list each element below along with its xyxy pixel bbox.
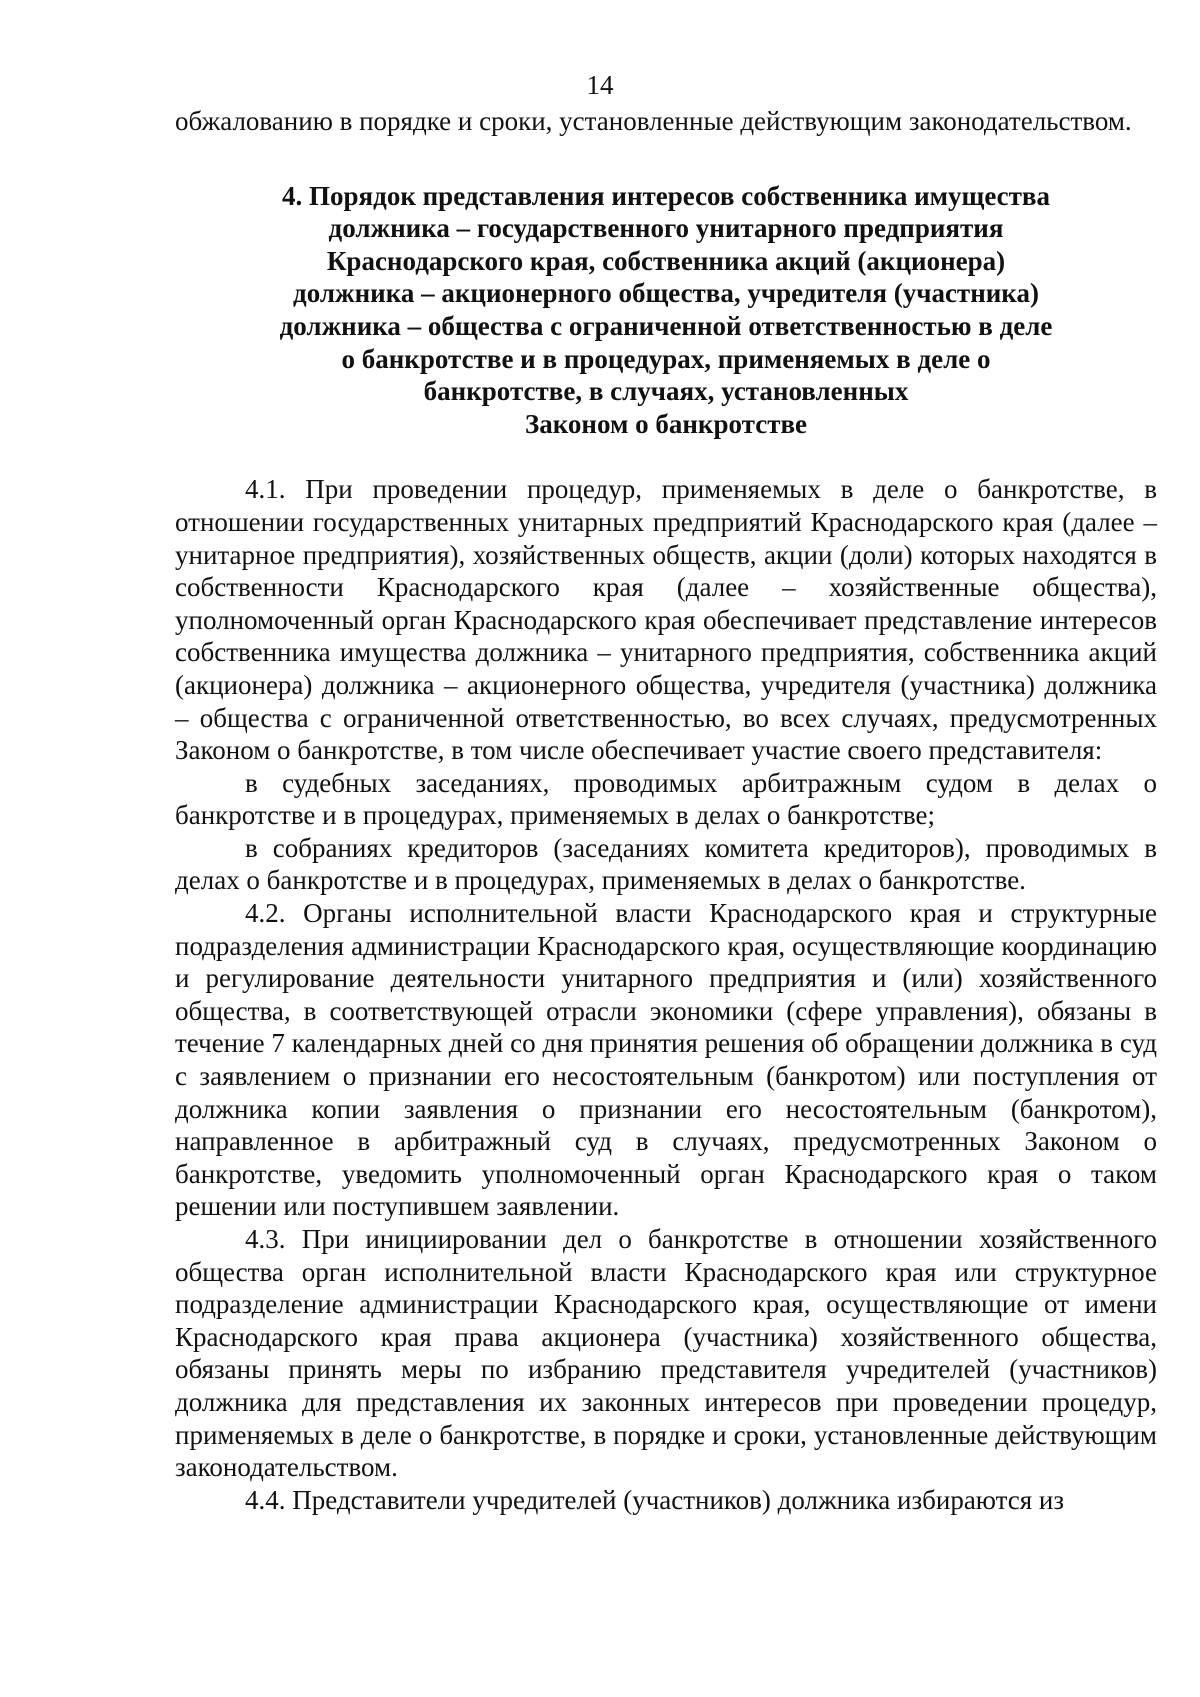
section-title-line: Законом о банкротстве [524,408,808,439]
section-title-line: о банкротстве и в процедурах, применяемых в деле о [341,343,991,374]
paragraph-4-4: 4.4. Представители учредителей (участников) должника избираются из [245,1484,1065,1515]
page-number: 14 [586,70,614,100]
section-title-line: должника – государственного унитарного предприятия [328,213,1004,244]
section-title [175,180,1157,441]
section-title-line: должника – акционерного общества, учредителя (участника) [293,278,1039,309]
paragraph-creditor-meetings: в собраниях кредиторов (заседаниях комитета кредиторов), проводимых в делах о банкротстве и в процедурах, применяемых в делах о банкротстве. [175,832,1157,896]
document-body [175,105,1157,1516]
paragraph-4-1: 4.1. При проведении процедур, применяемых в деле о банкротстве, в отношении государственных унитарных предприятий Краснодарского края (далее – унитарное предприятия), хозяйственных обществ, акции (доли) которых находятся в собственности Краснодарского края (далее – хозяйственные общества), уполномоченный орган Краснодарского края обеспечивает представление интересов собственника имущества должника – унитарного предприятия, собственника акций (акционера) должника – акционерного общества, учредителя (участника) должника – общества с ограниченной ответственностью, во всех случаях, предусмотренных Законом о банкротстве, в том числе обеспечивает участие своего представителя: [175,474,1157,766]
section-title-line: должника – общества с ограниченной ответственностью в деле [279,310,1053,341]
section-title-line: банкротстве, в случаях, установленных [423,376,909,407]
intro-paragraph: обжалованию в порядке и сроки, установленные действующим законодательством. [175,106,1132,136]
paragraph-4-2: 4.2. Органы исполнительной власти Краснодарского края и структурные подразделения администрации Краснодарского края, осуществляющие координацию и регулирование деятельности унитарного предприятия и (или) хозяйственного общества, в соответствующей отрасли экономики (сфере управления), обязаны в течение 7 календарных дней со дня принятия решения об обращении должника в суд с заявлением о признании его несостоятельным (банкротом) или поступления от должника копии заявления о признании его несостоятельным (банкротом), направленное в арбитражный суд в случаях, предусмотренных Законом о банкротстве, уведомить уполномоченный орган Краснодарского края о таком решении или поступившем заявлении. [175,898,1157,1222]
section-title-line: Краснодарского края, собственника акций (акционера) [326,245,1006,276]
section-title-line: 4. Порядок представления интересов собственника имущества [282,180,1050,211]
paragraph-4-3: 4.3. При инициировании дел о банкротстве в отношении хозяйственного общества орган исполнительной власти Краснодарского края или структурное подразделение администрации Краснодарского края, осуществляющие от имени Краснодарского края права акционера (участника) хозяйственного общества, обязаны принять меры по избранию представителя учредителей (участников) должника для представления их законных интересов при проведении процедур, применяемых в деле о банкротстве, в порядке и сроки, установленные действующим законодательством. [175,1224,1157,1483]
paragraph-court-sessions: в судебных заседаниях, проводимых арбитражным судом в делах о банкротстве и в процедурах, применяемых в делах о банкротстве; [175,767,1157,831]
